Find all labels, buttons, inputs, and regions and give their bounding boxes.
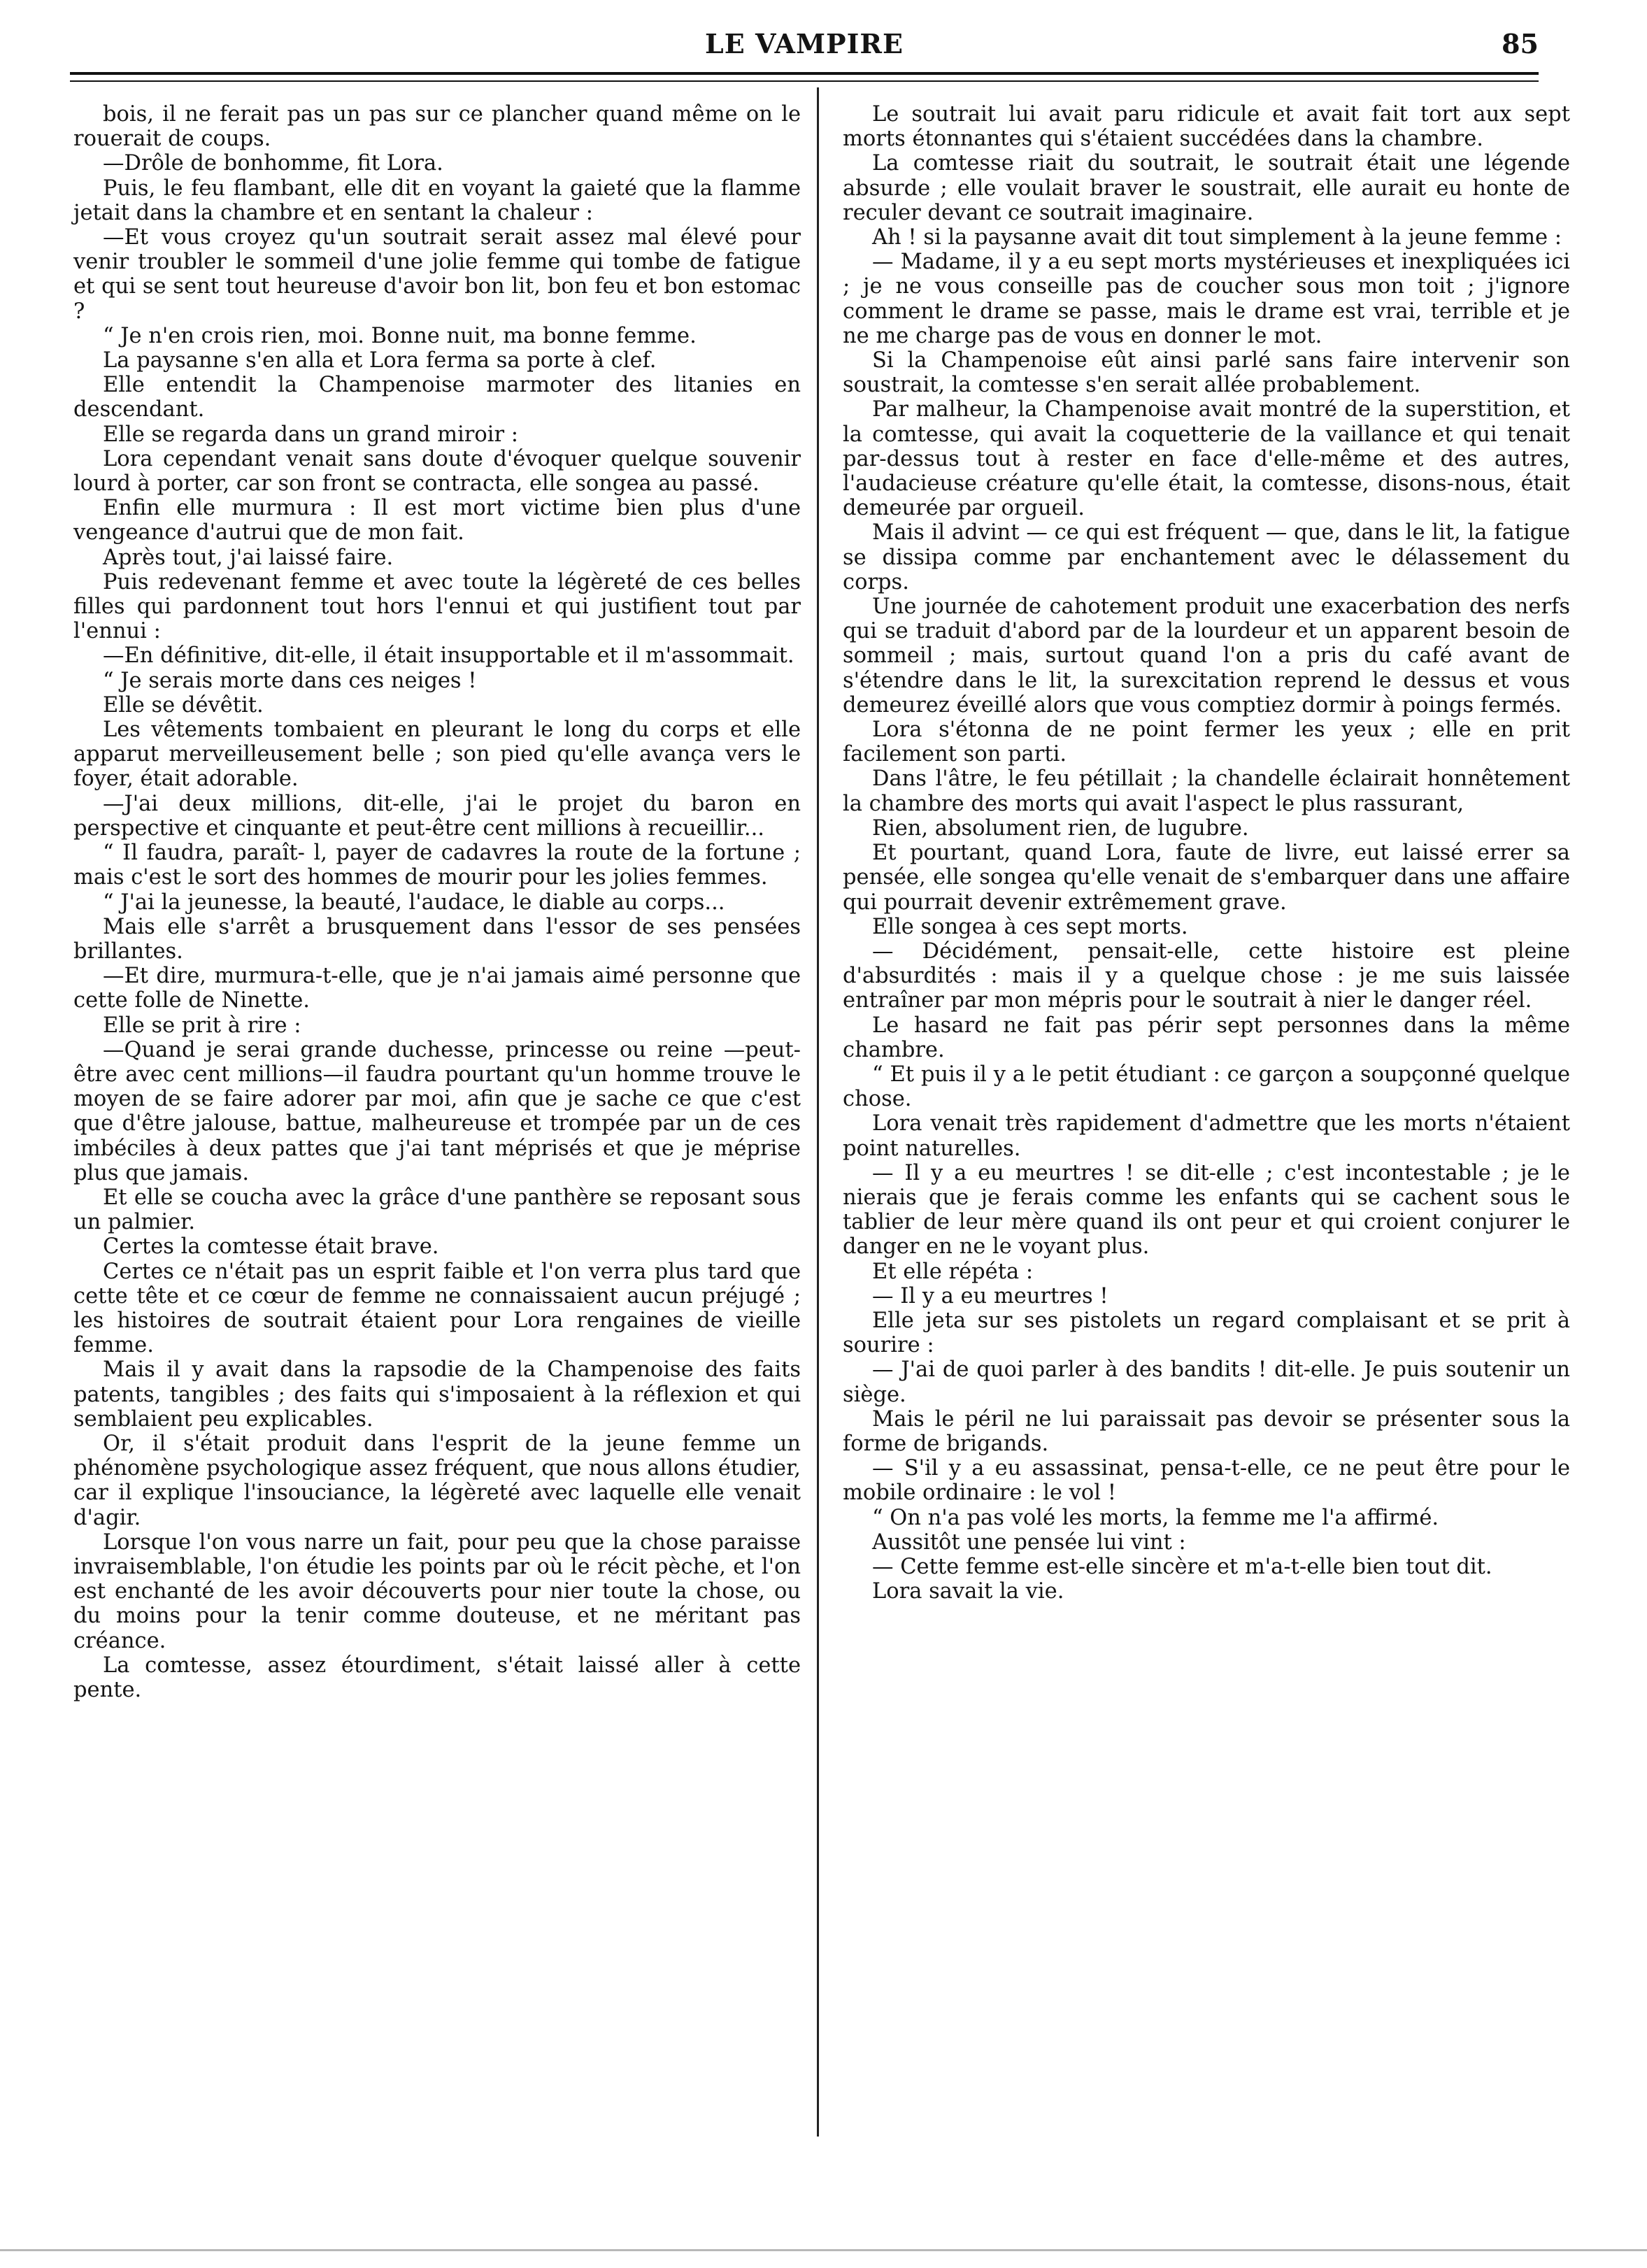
header-rule-thick [70, 72, 1539, 75]
paragraph: Par malheur, la Champenoise avait montré de la superstition, et la comtesse, qui avait la coquetterie de la vaillance et qui tenait par-dessus tout à rester en face d'elle-même et des autres, l'audacieuse créature qu'elle était, la comtesse, disons-nous, était demeurée par orgueil. [843, 397, 1570, 521]
paragraph: — Il y a eu meurtres ! [872, 1283, 1108, 1308]
paragraph: Et elle se coucha avec la grâce d'une panthère se reposant sous un palmier. [73, 1185, 801, 1235]
paragraph: Les vêtements tombaient en pleurant le long du corps et elle apparut merveilleusement belle ; son pied qu'elle avança vers le foyer, était adorable. [73, 718, 801, 792]
paragraph: Et pourtant, quand Lora, faute de livre, eut laissé errer sa pensée, elle songea qu'elle venait de s'embarquer dans une affaire qui pourrait devenir extrêmement grave. [843, 841, 1570, 915]
paragraph: Lora venait très rapidement d'admettre que les morts n'étaient point naturelles. [843, 1111, 1570, 1161]
page-header [70, 25, 1539, 67]
paragraph: Certes la comtesse était brave. [103, 1234, 439, 1260]
paragraph: Mais il advint — ce qui est fréquent — que, dans le lit, la fatigue se dissipa comme par enchantement avec le délassement du corps. [843, 520, 1570, 594]
paragraph: Et elle répéta : [872, 1259, 1034, 1284]
paragraph: Elle jeta sur ses pistolets un regard complaisant et se prit à sourire : [843, 1308, 1570, 1358]
paragraph: — Il y a eu meurtres ! se dit-elle ; c'est incontestable ; je le nierais que je ferais comme les enfants qui se cachent sous le tablier de leur mère quand ils ont peur et qui croient conjurer le danger en ne le voyant plus. [843, 1160, 1570, 1260]
paragraph: Lora cependant venait sans doute d'évoquer quelque souvenir lourd à porter, car son front se contracta, elle songea au passé. [73, 446, 801, 497]
paragraph: Après tout, j'ai laissé faire. [103, 545, 394, 570]
paragraph: — S'il y a eu assassinat, pensa-t-elle, ce ne peut être pour le mobile ordinaire : le vol ! [843, 1456, 1570, 1506]
paragraph: — Cette femme est-elle sincère et m'a-t-elle bien tout dit. [872, 1554, 1492, 1579]
paragraph: Le hasard ne fait pas périr sept personnes dans la même chambre. [843, 1013, 1570, 1062]
paragraph: Mais il y avait dans la rapsodie de la Champenoise des faits patents, tangibles ; des faits qui s'imposaient à la réflexion et qui semblaient peu explicables. [73, 1357, 801, 1432]
paragraph: “ Il faudra, paraît- l, payer de cadavres la route de la fortune ; mais c'est le sort des hommes de mourir pour les jolies femmes. [73, 841, 801, 890]
paragraph: —Et dire, murmura-t-elle, que je n'ai jamais aimé personne que cette folle de Ninette. [73, 964, 801, 1013]
left-column [73, 102, 801, 1702]
paragraph: Lora s'étonna de ne point fermer les yeux ; elle en prit facilement son parti. [843, 718, 1570, 767]
paragraph: Or, il s'était produit dans l'esprit de la jeune femme un phénomène psychologique assez fréquent, que nous allons étudier, car il explique l'insouciance, la légèreté avec laquelle elle venait d'agir. [73, 1431, 801, 1530]
paragraph: Si la Champenoise eût ainsi parlé sans faire intervenir son soustrait, la comtesse s'en serait allée probablement. [843, 348, 1570, 398]
paragraph: Mais le péril ne lui paraissait pas devoir se présenter sous la forme de brigands. [843, 1406, 1570, 1456]
page-bottom-edge [0, 2249, 1647, 2251]
right-column [843, 102, 1570, 1604]
paragraph: “ J'ai la jeunesse, la beauté, l'audace, le diable au corps... [103, 890, 725, 915]
paragraph: La comtesse, assez étourdiment, s'était laissé aller à cette pente. [73, 1653, 801, 1702]
paragraph: —Et vous croyez qu'un soutrait serait assez mal élevé pour venir troubler le sommeil d'une jolie femme qui tombe de fatigue et qui se sent tout heureuse d'avoir bon lit, bon feu et bon estomac ? [73, 225, 801, 324]
paragraph: Elle se prit à rire : [103, 1013, 301, 1038]
page-number: 85 [1502, 28, 1539, 59]
paragraph: Dans l'âtre, le feu pétillait ; la chandelle éclairait honnêtement la chambre des morts qui avait l'aspect le plus rassurant, [843, 766, 1570, 816]
paragraph: Mais elle s'arrêt a brusquement dans l'essor de ses pensées brillantes. [73, 914, 801, 964]
paragraph: La paysanne s'en alla et Lora ferma sa porte à clef. [103, 348, 657, 373]
paragraph: Elle se dévêtit. [103, 692, 264, 718]
paragraph: “ On n'a pas volé les morts, la femme me l'a affirmé. [872, 1505, 1439, 1530]
paragraph: — Madame, il y a eu sept morts mystérieuses et inexpliquées ici ; je ne vous conseille pas de coucher sous mon toit ; j'ignore comment le drame se passe, mais le drame est vrai, terrible et je ne me charge pas de vous en donner le mot. [843, 250, 1570, 348]
paragraph: “ Je serais morte dans ces neiges ! [103, 668, 477, 693]
paragraph: “ Je n'en crois rien, moi. Bonne nuit, ma bonne femme. [103, 323, 697, 348]
paragraph: Rien, absolument rien, de lugubre. [872, 815, 1249, 841]
paragraph: Elle entendit la Champenoise marmoter des litanies en descendant. [73, 373, 801, 422]
paragraph: —Quand je serai grande duchesse, princesse ou reine —peut-être avec cent millions—il faudra pourtant qu'un homme trouve le moyen de se faire adorer par moi, afin que je sache ce que c'est que d'être jalouse, battue, malheureuse et trompée par un de ces imbéciles à deux pattes que j'ai tant méprisés et que je méprise plus que jamais. [73, 1037, 801, 1185]
paragraph: Le soutrait lui avait paru ridicule et avait fait tort aux sept morts étonnantes qui s'étaient succédées dans la chambre. [843, 102, 1570, 152]
paragraph: Une journée de cahotement produit une exacerbation des nerfs qui se traduit d'abord par de la lourdeur et un apparent besoin de sommeil ; mais, surtout quand l'on a pris du café avant de s'étendre dans le lit, la surexcitation reprend le dessus et vous demeurez éveillé alors que vous comptiez dormir à poings fermés. [843, 594, 1570, 718]
paragraph: “ Et puis il y a le petit étudiant : ce garçon a soupçonné quelque chose. [843, 1062, 1570, 1112]
paragraph: Aussitôt une pensée lui vint : [872, 1529, 1186, 1555]
paragraph: bois, il ne ferait pas un pas sur ce plancher quand même on le rouerait de coups. [73, 102, 801, 152]
header-rule-thin [70, 80, 1539, 82]
paragraph: —Drôle de bonhomme, fit Lora. [103, 151, 443, 176]
paragraph: Elle se regarda dans un grand miroir : [103, 422, 518, 447]
paragraph: Lorsque l'on vous narre un fait, pour peu que la chose paraisse invraisemblable, l'on étudie les points par où le récit pèche, et l'on est enchanté de les avoir découverts pour nier toute la chose, ou du moins pour la tenir comme douteuse, et ne méritant pas créance. [73, 1529, 801, 1653]
column-divider [817, 87, 819, 2137]
paragraph: Enfin elle murmura : Il est mort victime bien plus d'une vengeance d'autrui que de mon fait. [73, 496, 801, 545]
paragraph: Ah ! si la paysanne avait dit tout simplement à la jeune femme : [872, 225, 1562, 250]
paragraph: Elle songea à ces sept morts. [872, 914, 1188, 939]
paragraph: — Décidément, pensait-elle, cette histoire est pleine d'absurdités : mais il y a quelque chose : je me suis laissée entraîner par mon mépris pour le soutrait à nier le danger réel. [843, 939, 1570, 1013]
running-title: LE VAMPIRE [705, 28, 904, 59]
paragraph: — J'ai de quoi parler à des bandits ! dit-elle. Je puis soutenir un siège. [843, 1357, 1570, 1407]
paragraph: La comtesse riait du soutrait, le soutrait était une légende absurde ; elle voulait braver le soustrait, elle aurait eu honte de reculer devant ce soutrait imaginaire. [843, 151, 1570, 225]
paragraph: Puis redevenant femme et avec toute la légèreté de ces belles filles qui pardonnent tout hors l'ennui et qui justifient tout par l'ennui : [73, 569, 801, 644]
paragraph: —J'ai deux millions, dit-elle, j'ai le projet du baron en perspective et cinquante et peut-être cent millions à recueillir... [73, 791, 801, 841]
paragraph: Certes ce n'était pas un esprit faible et l'on verra plus tard que cette tête et ce cœur de femme ne connaissaient aucun préjugé ; les histoires de soutrait étaient pour Lora rengaines de vieille femme. [73, 1259, 801, 1358]
paragraph: Lora savait la vie. [872, 1579, 1064, 1604]
paragraph: —En définitive, dit-elle, il était insupportable et il m'assommait. [103, 643, 794, 669]
paragraph: Puis, le feu flambant, elle dit en voyant la gaieté que la flamme jetait dans la chambre et en sentant la chaleur : [73, 176, 801, 225]
